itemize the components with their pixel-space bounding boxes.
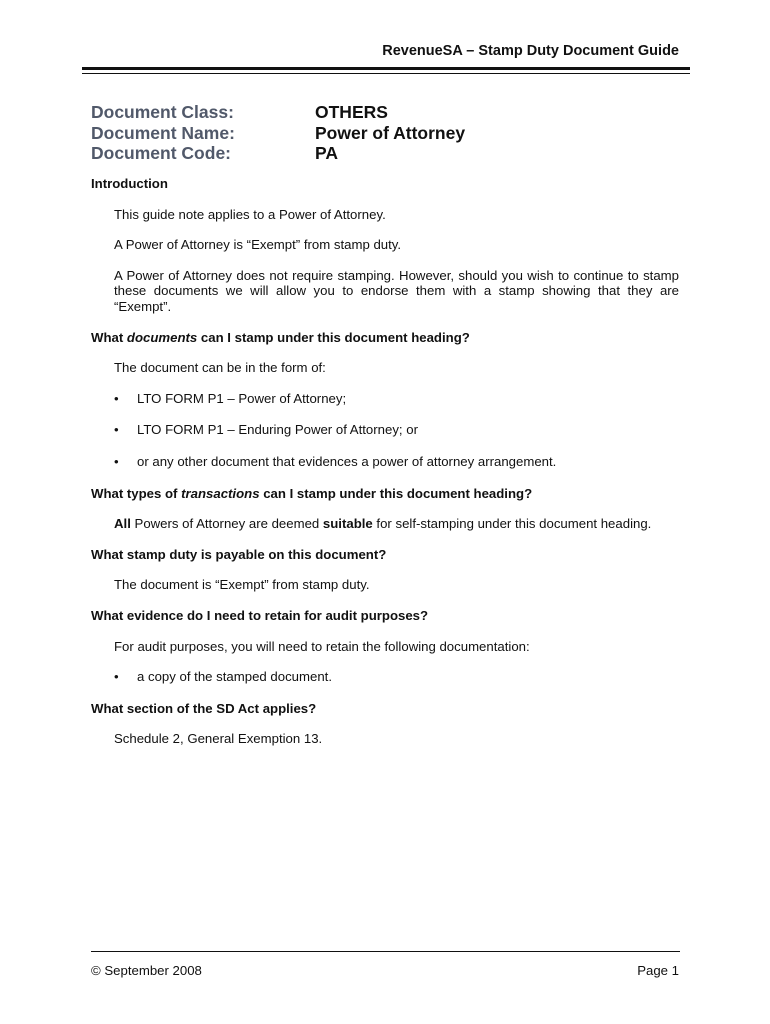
documents-heading-emphasis: documents — [126, 329, 198, 345]
transactions-heading-pre: What types of — [91, 485, 182, 501]
list-item-text: a copy of the stamped document. — [137, 669, 332, 685]
transactions-paragraph — [114, 516, 679, 532]
transactions-bold-suitable: suitable — [322, 516, 373, 532]
list-item-text: LTO FORM P1 – Power of Attorney; — [137, 390, 347, 406]
document-class-value: OTHERS — [315, 102, 388, 122]
document-body — [91, 176, 679, 762]
document-name-label: Document Name: — [91, 122, 235, 143]
documents-heading-pre: What — [91, 329, 127, 345]
bullet-icon: • — [114, 422, 119, 438]
transactions-text-mid: Powers of Attorney are deemed — [130, 516, 323, 532]
documents-heading-post: can I stamp under this document heading? — [197, 329, 470, 345]
list-item — [114, 422, 679, 438]
list-item — [114, 390, 679, 407]
bullet-icon: • — [114, 390, 119, 406]
list-item-text: or any other document that evidences a power of attorney arrangement. — [137, 453, 557, 469]
list-item — [114, 669, 679, 685]
header-rule-thin — [82, 73, 690, 74]
meta-row-class — [91, 102, 465, 123]
intro-paragraph-1: This guide note applies to a Power of Attorney. — [114, 206, 386, 222]
intro-paragraph-2: A Power of Attorney is “Exempt” from stamp duty. — [114, 237, 402, 253]
footer-page-number: Page 1 — [637, 963, 679, 978]
transactions-text-end: for self-stamping under this document heading. — [372, 516, 652, 532]
bullet-icon: • — [114, 669, 119, 685]
documents-heading — [91, 330, 679, 346]
transactions-heading — [91, 486, 679, 502]
duty-heading: What stamp duty is payable on this document? — [91, 546, 387, 562]
evidence-paragraph: For audit purposes, you will need to retain the following documentation: — [114, 638, 530, 654]
meta-row-code — [91, 143, 465, 164]
document-code-label: Document Code: — [91, 143, 231, 163]
footer-copyright: © September 2008 — [91, 963, 202, 978]
duty-paragraph: The document is “Exempt” from stamp duty. — [114, 577, 370, 593]
transactions-bold-all: All — [114, 516, 131, 532]
bullet-icon: • — [114, 453, 119, 469]
transactions-heading-emphasis: transactions — [181, 485, 260, 501]
header-rule — [82, 67, 690, 70]
transactions-heading-post: can I stamp under this document heading? — [259, 485, 533, 501]
documents-lead: The document can be in the form of: — [114, 360, 326, 376]
document-name-value: Power of Attorney — [315, 122, 466, 143]
page-header-title: RevenueSA – Stamp Duty Document Guide — [382, 43, 679, 59]
meta-row-name — [91, 123, 465, 144]
section-heading: What section of the SD Act applies? — [91, 700, 317, 716]
document-code-value: PA — [315, 143, 339, 163]
intro-heading: Introduction — [91, 176, 168, 191]
document-meta — [91, 102, 465, 164]
footer-rule — [91, 951, 680, 952]
evidence-heading: What evidence do I need to retain for audit purposes? — [91, 607, 429, 623]
section-paragraph: Schedule 2, General Exemption 13. — [114, 731, 323, 747]
document-class-label: Document Class: — [91, 102, 234, 122]
list-item — [114, 453, 679, 470]
list-item-text: LTO FORM P1 – Enduring Power of Attorney; or — [137, 422, 418, 438]
intro-paragraph-3: A Power of Attorney does not require stamping. However, should you wish to continue to stamp these documents we will allow you to endorse them with a stamp showing that they are “Exempt”. — [114, 267, 679, 314]
